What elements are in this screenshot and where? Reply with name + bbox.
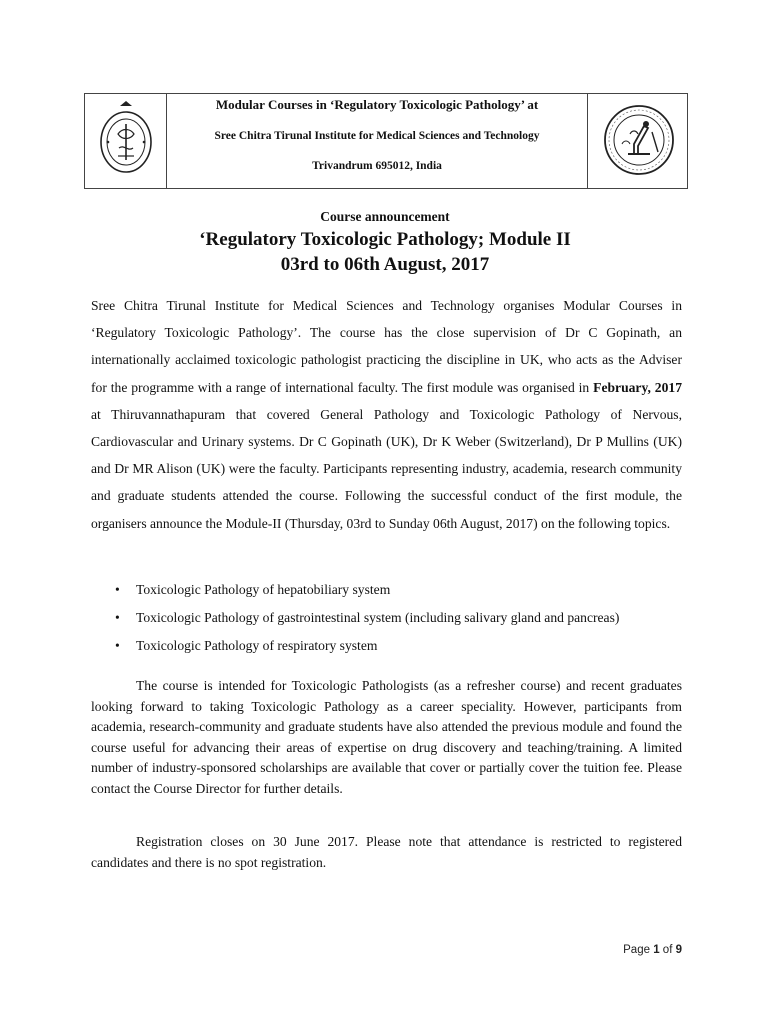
list-item: • Toxicologic Pathology of respiratory system [112, 637, 692, 665]
current-page: 1 [653, 944, 660, 956]
course-title: ‘Regulatory Toxicologic Pathology; Module II [199, 229, 571, 250]
page-word: Page [623, 944, 650, 956]
intro-bold-date: February, 2017 [593, 379, 682, 395]
pathology-society-seal-icon [600, 100, 678, 180]
header-line-1: Modular Courses in ‘Regulatory Toxicologic Pathology’ at [215, 97, 539, 112]
header-line-3: Trivandrum 695012, India [312, 160, 442, 172]
intro-text-part-1: Sree Chitra Tirunal Institute for Medical Sciences and Technology organises Modular Courses in ‘Regulatory Toxicologic Pathology’. The course has the close supervision of Dr C Gopinath, an internationally acclaimed toxicologic pathologist practicing the discipline in UK, who acts as the Adviser for the programme with a range of international faculty. The first module was organised in [91, 298, 682, 395]
of-word: of [662, 944, 673, 956]
header-table [84, 93, 688, 189]
header-line-2: Sree Chitra Tirunal Institute for Medical Sciences and Technology [214, 130, 540, 142]
intro-paragraph [91, 292, 682, 537]
header-text-cell [167, 94, 587, 188]
registration-paragraph: Registration closes on 30 June 2017. Please note that attendance is restricted to registered candidates and there is no spot registration. [91, 834, 682, 870]
list-item: • Toxicologic Pathology of hepatobiliary system [112, 581, 692, 609]
page-number [623, 944, 682, 956]
header-right-cell [587, 94, 687, 188]
course-announcement-label: Course announcement [320, 209, 450, 224]
list-item: • Toxicologic Pathology of gastrointestinal system (including salivary gland and pancreas) [112, 609, 692, 637]
audience-paragraph: The course is intended for Toxicologic Pathologists (as a refresher course) and recent graduates looking forward to taking Toxicologic Pathology as a career speciality. However, participants from academia, research-community and graduate students have also attended the previous module and found the course useful for advancing their areas of expertise on drug discovery and teaching/training. A limited number of industry-sponsored scholarships are available that cover or partially cover the tuition fee. Please contact the Course Director for further details. [91, 678, 682, 796]
total-pages: 9 [675, 944, 682, 956]
course-dates: 03rd to 06th August, 2017 [280, 254, 490, 275]
intro-text-part-2: at Thiruvannathapuram that covered General Pathology and Toxicologic Pathology of Nervous, Cardiovascular and Urinary systems. Dr C Gopinath (UK), Dr K Weber (Switzerland), Dr P Mullins (UK) and Dr MR Alison (UK) were the faculty. Participants representing industry, academia, research community and graduate students attended the course. Following the successful conduct of the first module, the organisers announce the Module-II (Thursday, 03rd to Sunday 06th August, 2017) on the following topics. [91, 406, 682, 531]
header-left-cell [85, 94, 167, 188]
institute-seal-icon [94, 100, 158, 180]
topics-list [112, 581, 692, 665]
